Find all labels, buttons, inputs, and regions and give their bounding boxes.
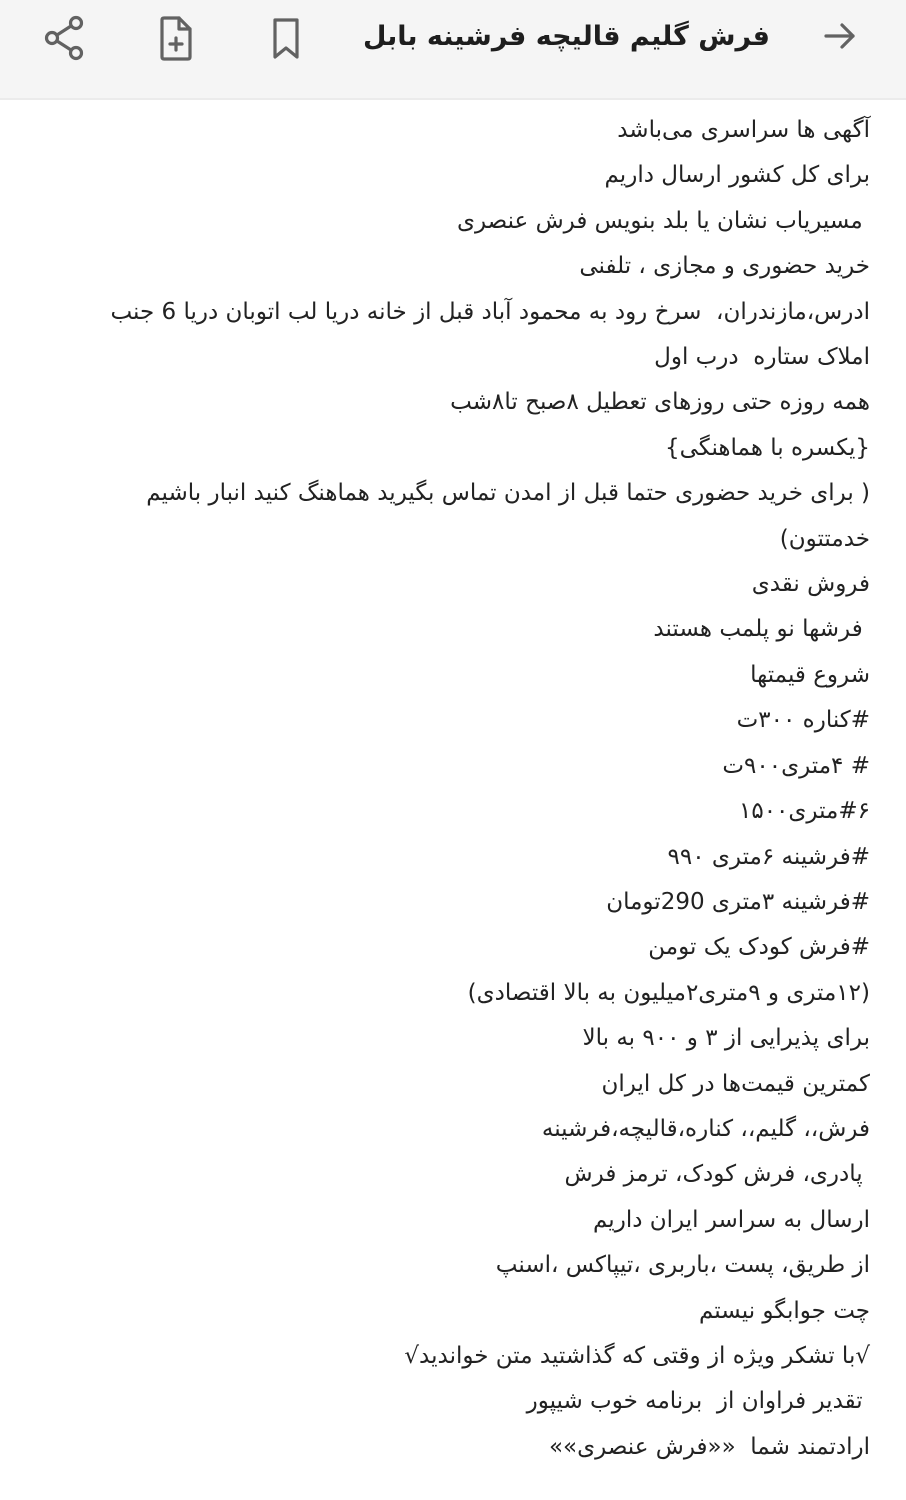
description-line: #فرشینه ۳متری 290تومان xyxy=(606,888,870,915)
share-button[interactable] xyxy=(34,8,94,68)
bookmark-icon xyxy=(264,14,308,62)
share-icon xyxy=(40,13,88,63)
arrow-right-icon xyxy=(818,14,862,58)
description-line: همه روزه حتی روزهای تعطیل ۸صبح تا۸شب xyxy=(450,389,870,416)
description-line: شروع قیمتها xyxy=(750,661,870,688)
description-line: املاک ستاره درب اول xyxy=(654,344,870,371)
description-line: چت جوابگو نیستم xyxy=(698,1297,870,1324)
description-line: ارادتمند شما ««فرش عنصری»» xyxy=(548,1433,870,1460)
description-line: ادرس،مازندران، سرخ رود به محمود آباد قبل از خانه دریا لب اتوبان دریا 6 جنب xyxy=(110,298,870,325)
description-line: #۶متری۱۵۰۰ xyxy=(739,798,870,825)
top-app-bar xyxy=(0,0,906,100)
description-line: از طریق، پست ،باربری ،تیپاکس ،اسنپ xyxy=(495,1252,870,1279)
description-line: خدمتتون) xyxy=(779,525,870,552)
description-line: ( برای خرید حضوری حتما قبل از امدن تماس بگیرید هماهنگ کنید انبار باشیم xyxy=(146,480,870,507)
description-line: آگهی ها سراسری می‌باشد xyxy=(617,117,870,143)
description-line: برای پذیرایی از ۳ و ۹۰۰ به بالا xyxy=(582,1025,870,1052)
description-line: #فرش کودک یک تومن xyxy=(648,934,870,961)
description-line: پادری، فرش کودک، ترمز فرش xyxy=(564,1161,870,1188)
back-button[interactable] xyxy=(810,6,870,66)
description-line: مسیریاب نشان یا بلد بنویس فرش عنصری xyxy=(456,207,870,234)
description-line: √با تشکر ویژه از وقتی که گذاشتید متن خواندید√ xyxy=(404,1342,870,1369)
description-line: برای کل کشور ارسال داریم xyxy=(604,162,870,189)
page-title: فرش گلیم قالیچه فرشینه بابل xyxy=(362,21,770,52)
bookmark-button[interactable] xyxy=(256,8,316,68)
description-line: خرید حضوری و مجازی ، تلفنی xyxy=(579,253,870,280)
description-line: فرشها نو پلمب هستند xyxy=(653,616,870,643)
description-line: ارسال به سراسر ایران داریم xyxy=(593,1206,870,1233)
description-line: #فرشینه ۶متری ۹۹۰ xyxy=(667,843,870,870)
file-plus-icon xyxy=(153,13,197,63)
description-line: فروش نقدی xyxy=(751,571,870,598)
description-line: #کناره ۳۰۰ت xyxy=(736,707,870,734)
ad-description xyxy=(40,108,870,1470)
add-note-button[interactable] xyxy=(145,8,205,68)
description-line: # ۴متری۹۰۰ت xyxy=(722,752,870,779)
description-line: {یکسره با هماهنگی} xyxy=(664,434,870,461)
description-line: فرش،، گلیم،، کناره،قالیچه،فرشینه xyxy=(541,1115,870,1142)
description-line: (۱۲متری و ۹متری۲میلیون به بالا اقتصادی) xyxy=(467,979,870,1006)
description-line: تقدیر فراوان از برنامه خوب شیپور xyxy=(526,1388,870,1415)
description-line: کمترین قیمت‌ها در کل ایران xyxy=(601,1070,870,1097)
